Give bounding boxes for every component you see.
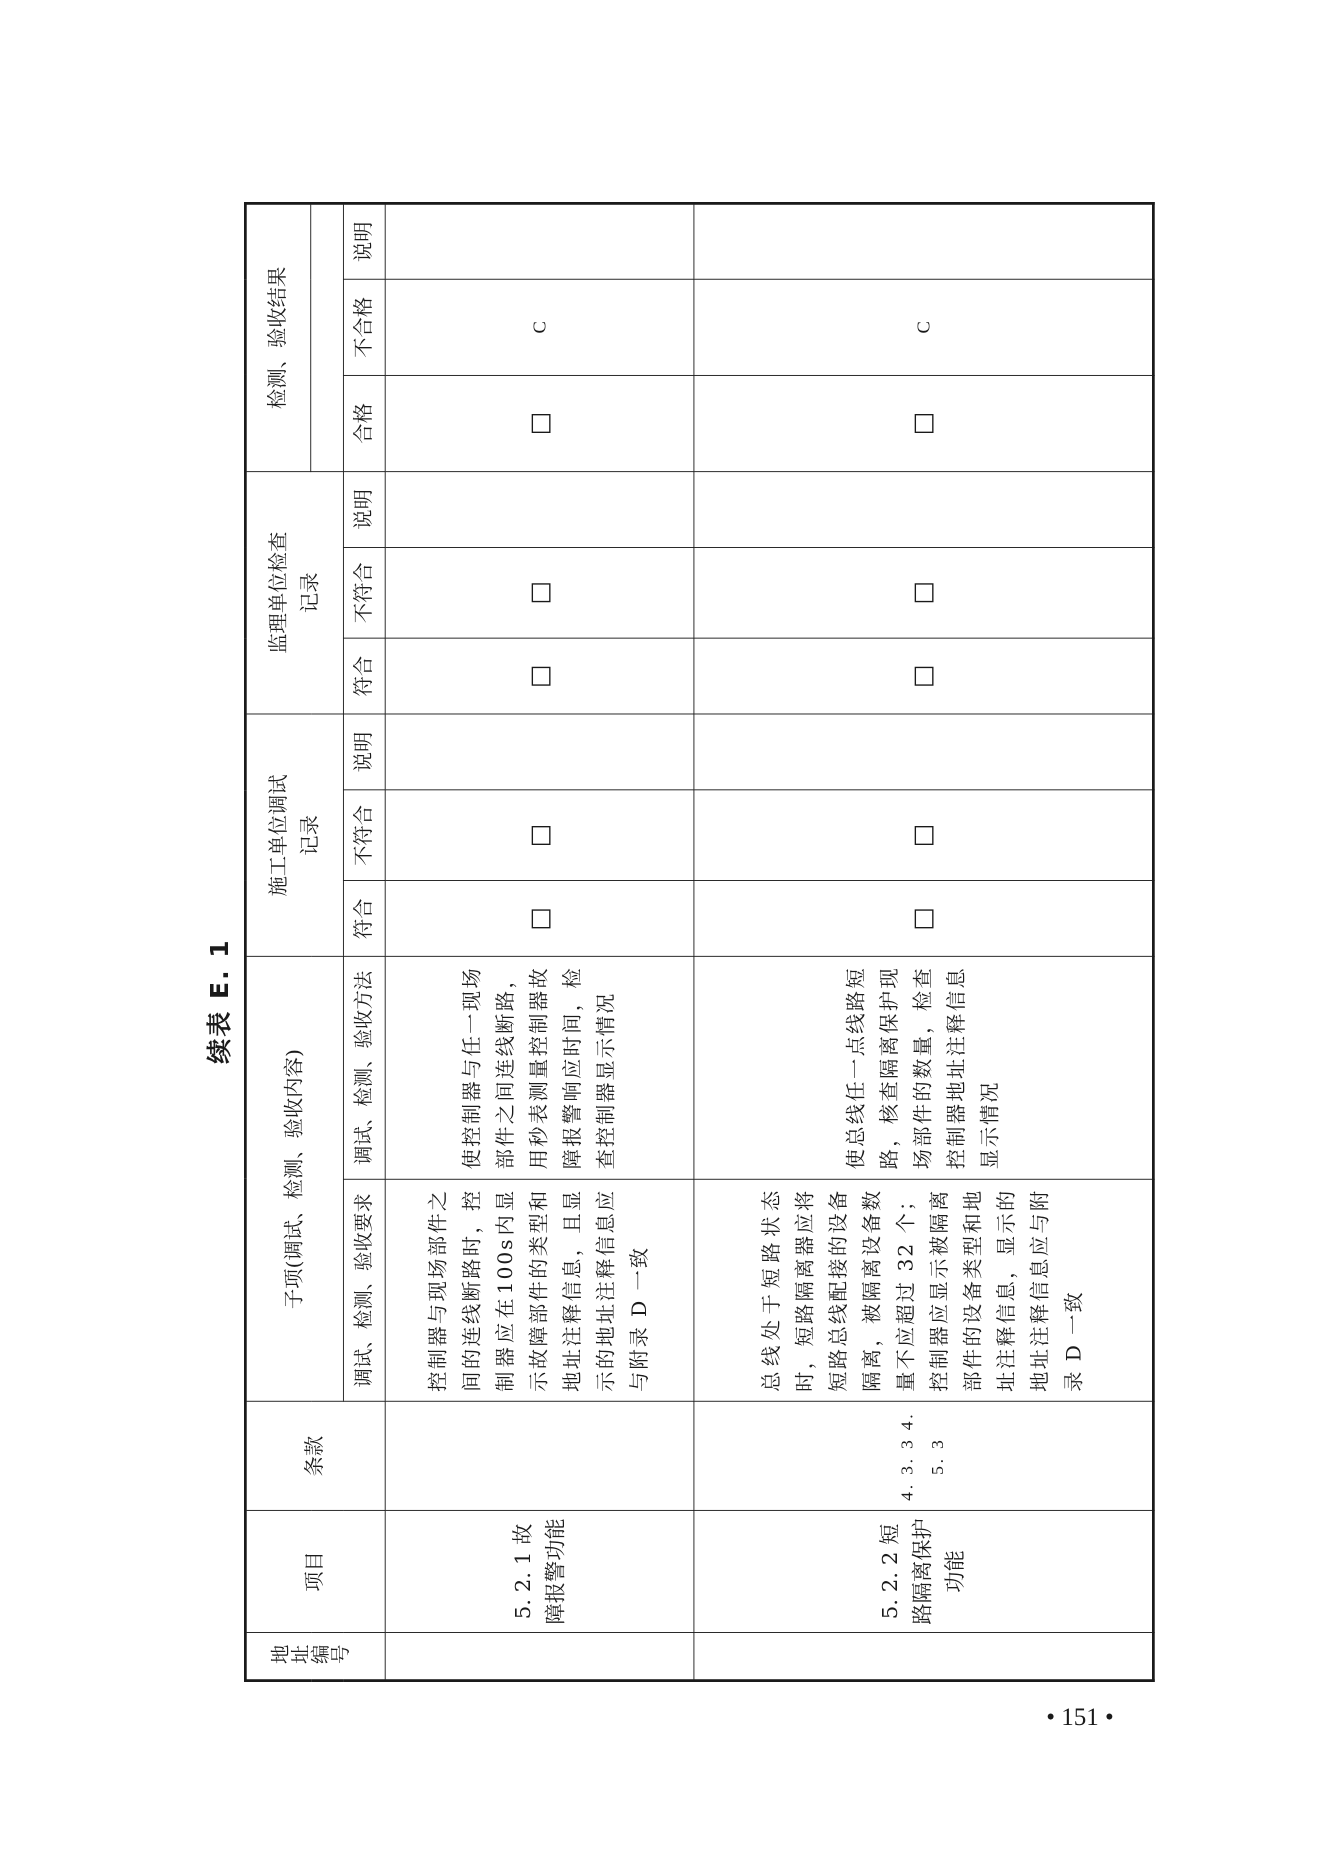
page-title: 续表 E. 1 [205,938,234,1064]
header-address-no: 地址编号 [245,1632,385,1681]
row-requirement: 总线处于短路状态时，短路隔离器应将短路总线配接的设备隔离，被隔离设备数量不应超过 32 个；控制器应显示被隔离部件的设备类型和地址注释信息，显示的地址注释信息应与附录 D 一致 [694,1179,1153,1401]
construction-not-comply-checkbox[interactable]: □ [385,790,694,881]
table-row [694,203,1153,1680]
header-subitem: 子项(调试、检测、验收内容) [245,957,343,1402]
row-item: 5. 2. 1 故障报警功能 [385,1511,694,1632]
header-requirement: 调试、检测、验收要求 [343,1179,385,1401]
construction-note [694,714,1153,790]
result-unqualified-mark: C [694,279,1153,375]
result-note [694,203,1153,279]
header-result-unqualified: 不合格 [343,279,385,375]
header-item: 项目 [245,1511,385,1632]
header-inspection-result: 检测、验收结果 [245,203,310,471]
header-result-note: 说明 [343,203,385,279]
row-requirement: 控制器与现场部件之间的连线断路时，控制器应在100s内显示故障部件的类型和地址注释信息，且显示的地址注释信息应与附录 D 一致 [385,1179,694,1401]
supervision-not-comply-checkbox[interactable]: □ [385,547,694,638]
row-address-no [385,1632,694,1681]
supervision-comply-checkbox[interactable]: □ [385,638,694,714]
header-supervision-note: 说明 [343,471,385,547]
rotated-table-wrapper [244,202,1152,1682]
table-row [385,203,694,1680]
header-supervision-not-comply: 不符合 [343,547,385,638]
header-method: 调试、检测、验收方法 [343,957,385,1179]
construction-comply-checkbox[interactable]: □ [385,881,694,957]
construction-note [385,714,694,790]
row-clause: 4. 3. 3 4. 5. 3 [694,1402,1153,1511]
row-clause [385,1402,694,1511]
header-clause: 条款 [245,1402,385,1511]
construction-comply-checkbox[interactable]: □ [694,881,1153,957]
result-qualified-checkbox[interactable]: □ [694,375,1153,471]
inspection-table [244,202,1155,1682]
result-note [385,203,694,279]
header-inspection-result-spacer [311,203,344,471]
result-unqualified-mark: C [385,279,694,375]
header-construction-record: 施工单位调试记录 [245,714,343,957]
header-result-qualified: 合格 [343,375,385,471]
supervision-note [385,471,694,547]
header-supervision-comply: 符合 [343,638,385,714]
construction-not-comply-checkbox[interactable]: □ [694,790,1153,881]
row-address-no [694,1632,1153,1681]
result-qualified-checkbox[interactable]: □ [385,375,694,471]
header-construction-not-comply: 不符合 [343,790,385,881]
supervision-comply-checkbox[interactable]: □ [694,638,1153,714]
row-method: 使总线任一点线路短路，核查隔离保护现场部件的数量，检查控制器地址注释信息显示情况 [694,957,1153,1179]
row-method: 使控制器与任一现场部件之间连线断路，用秒表测量控制器故障报警响应时间，检查控制器显示情况 [385,957,694,1179]
row-item: 5. 2. 2 短路隔离保护功能 [694,1511,1153,1632]
supervision-note [694,471,1153,547]
header-construction-note: 说明 [343,714,385,790]
header-construction-comply: 符合 [343,881,385,957]
page-number: • 151 • [1046,1704,1114,1731]
header-supervision-record: 监理单位检查记录 [245,471,343,714]
supervision-not-comply-checkbox[interactable]: □ [694,547,1153,638]
